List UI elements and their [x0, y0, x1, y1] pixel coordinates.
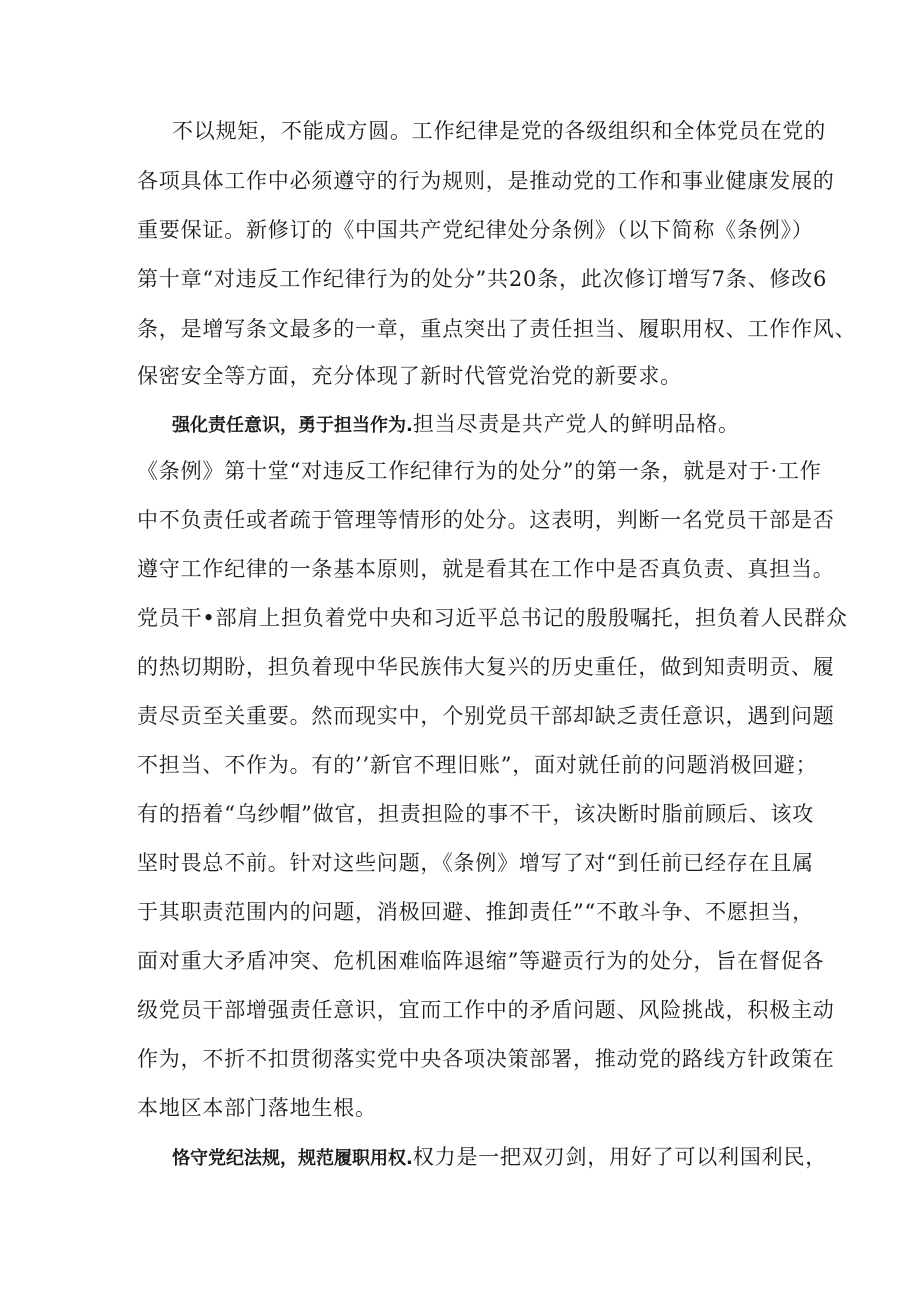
- paragraph-2-line-2: 《条例》第十堂“对违反工作纪律行为的处分”的第一条，就是对于·工作: [137, 459, 822, 483]
- paragraph-2-line-6: 的热切期盼，担负着现中华民族伟大复兴的历史重任，做到知责明贡、履: [137, 655, 835, 679]
- paragraph-2-line-13: 级党员干部增强责任意识，宜而工作中的矛盾问题、风险挑战，积极主动: [137, 998, 835, 1022]
- paragraph-1-line-1: 不以规矩，不能成方圆。工作纪律是党的各级组织和全体党员在党的: [172, 119, 826, 143]
- paragraph-1-line-6: 保密安全等方面，充分体现了新时代管党治党的新要求。: [137, 364, 682, 388]
- paragraph-2-line-14: 作为，不折不扣贯彻落实党中央各项决策部署，推动党的路线方针政策在: [137, 1047, 835, 1071]
- paragraph-2-line-12: 面对重大矛盾冲突、危机困难临阵退缩”等避贡行为的处分，旨在督促各: [137, 949, 825, 973]
- paragraph-3-line-1: [172, 1142, 827, 1172]
- paragraph-2-line-7: 责尽贡至关重要。然而现实中，个别党员干部却缺乏责任意识，遇到问题: [137, 704, 835, 728]
- paragraph-2-first-line-rest: 担当尽责是共产党人的鲜明品格。: [412, 412, 740, 436]
- paragraph-3-first-line-rest: 权力是一把双刃剑，用好了可以利国利民，: [412, 1145, 828, 1169]
- paragraph-2-line-5: 党员干•部肩上担负着党中央和习近平总书记的殷殷嘱托，担负着人民群众: [137, 606, 848, 630]
- paragraph-2-line-8: 不担当、不作为。有的’’新官不理旧账”，面对就任前的问题消极回避；: [137, 753, 818, 777]
- paragraph-1-line-5: 条，是增写条文最多的一章，重点突出了责任担当、履职用权、工作作风、: [137, 317, 857, 341]
- paragraph-1-line-4: 第十章“对违反工作纪律行为的处分”共20条，此次修订增写7条、修改6: [137, 267, 828, 291]
- paragraph-2-line-3: 中不负责任或者疏于管理等情形的处分。这表明，判断一名党员干部是否: [137, 508, 835, 532]
- paragraph-1-line-2: 各项具体工作中必须遵守的行为规则，是推动党的工作和事业健康发展的: [137, 169, 835, 193]
- paragraph-2-line-10: 坚时畏总不前。针对这些问题，《条例》增写了对“到任前已经存在且属: [137, 851, 814, 875]
- paragraph-1-line-3: 重要保证。新修订的《中国共产党纪律处分条例》（以下简称《条例》）: [137, 218, 814, 242]
- paragraph-2-line-15: 本地区本部门落地生根。: [137, 1096, 377, 1120]
- paragraph-2-heading: 强化责任意识，勇于担当作为.: [172, 415, 413, 436]
- paragraph-3-heading: 恪守党纪法规，规范履职用权.: [172, 1148, 413, 1169]
- paragraph-2-line-9: 有的捂着“乌纱帽”做官，担责担险的事不干，该决断时脂前顾后、该攻: [137, 802, 815, 826]
- paragraph-2-line-1: [172, 409, 740, 439]
- paragraph-2-line-11: 于其职责范围内的问题，消极回避、推卸责任”“不敢斗争、不愿担当，: [137, 900, 815, 924]
- paragraph-2-line-4: 遵守工作纪律的一条基本原则，就是看其在工作中是否真负责、真担当。: [137, 557, 835, 581]
